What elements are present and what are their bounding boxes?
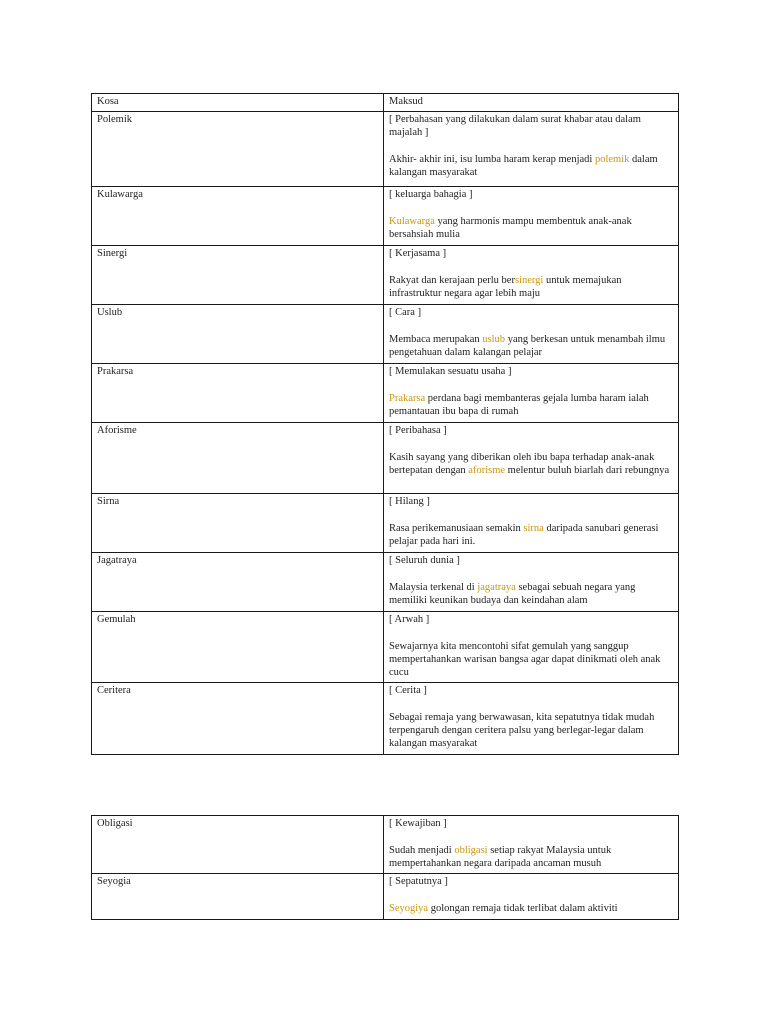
example-text: Akhir- akhir ini, isu lumba haram kerap menjadi	[389, 154, 595, 165]
example-sentence	[389, 333, 673, 359]
example-sentence	[389, 215, 673, 241]
table-row	[92, 305, 679, 364]
example-sentence	[389, 392, 673, 418]
highlighted-word: aforisme	[468, 465, 506, 476]
meaning-text: [ Seluruh dunia ]	[389, 555, 460, 566]
example-sentence	[389, 274, 673, 300]
maksud-cell	[384, 305, 679, 364]
maksud-cell	[384, 494, 679, 553]
table-row	[92, 874, 679, 920]
example-text: Rakyat dan kerajaan perlu ber	[389, 275, 515, 286]
example-sentence	[389, 711, 673, 750]
maksud-cell	[384, 423, 679, 494]
example-text: Sewajarnya kita mencontohi sifat gemulah yang sanggup mempertahankan warisan bangsa agar dapat dinikmati oleh anak cucu	[389, 641, 661, 678]
table-row	[92, 816, 679, 874]
highlighted-word: polemik	[594, 154, 630, 165]
kosa-word: Sirna	[92, 494, 384, 553]
example-sentence	[389, 902, 673, 915]
table-row	[92, 612, 679, 683]
table-row	[92, 187, 679, 246]
highlighted-word: obligasi	[454, 845, 488, 856]
header-kosa: Kosa	[92, 94, 384, 112]
meaning-text: [ Kewajiban ]	[389, 818, 447, 829]
kosa-word: Obligasi	[92, 816, 384, 874]
example-sentence	[389, 451, 673, 477]
kosa-word: Uslub	[92, 305, 384, 364]
meaning-text: [ Kerjasama ]	[389, 248, 447, 259]
kosa-word: Jagatraya	[92, 553, 384, 612]
example-text: sebagai sebuah negara yang memiliki keunikan budaya dan keindahan alam	[389, 582, 636, 606]
example-text: golongan remaja tidak terlibat dalam aktiviti	[428, 903, 618, 914]
maksud-cell	[384, 683, 679, 755]
maksud-cell	[384, 246, 679, 305]
table-row	[92, 553, 679, 612]
kosa-word: Gemulah	[92, 612, 384, 683]
header-maksud: Maksud	[384, 94, 679, 112]
vocabulary-table	[91, 93, 679, 755]
kosa-word: Sinergi	[92, 246, 384, 305]
maksud-cell	[384, 612, 679, 683]
kosa-word: Ceritera	[92, 683, 384, 755]
kosa-word: Prakarsa	[92, 364, 384, 423]
meaning-text: [ Perbahasan yang dilakukan dalam surat khabar atau dalam majalah ]	[389, 114, 641, 138]
table-row	[92, 423, 679, 494]
example-text: daripada sanubari generasi pelajar pada hari ini.	[389, 523, 659, 547]
meaning-text: [ Memulakan sesuatu usaha ]	[389, 366, 512, 377]
kosa-word: Aforisme	[92, 423, 384, 494]
highlighted-word: sinergi	[514, 275, 544, 286]
example-sentence	[389, 581, 673, 607]
highlighted-word: Seyogiya	[389, 903, 429, 914]
example-text: yang berkesan untuk menambah ilmu pengetahuan dalam kalangan pelajar	[389, 334, 666, 358]
example-text: yang harmonis mampu membentuk anak-anak bersahsiah mulia	[389, 216, 632, 240]
table-row	[92, 246, 679, 305]
vocabulary-table-body	[92, 94, 679, 755]
kosa-word: Kulawarga	[92, 187, 384, 246]
table-row	[92, 683, 679, 755]
example-text: setiap rakyat Malaysia untuk mempertahankan negara daripada ancaman musuh	[389, 845, 612, 869]
meaning-text: [ keluarga bahagia ]	[389, 189, 473, 200]
maksud-cell	[384, 187, 679, 246]
highlighted-word: sirna	[523, 523, 544, 534]
meaning-text: [ Cerita ]	[389, 685, 427, 696]
meaning-text: [ Cara ]	[389, 307, 422, 318]
example-sentence	[389, 844, 673, 870]
highlighted-word: uslub	[482, 334, 506, 345]
example-sentence	[389, 522, 673, 548]
example-text: Rasa perikemanusiaan semakin	[389, 523, 524, 534]
highlighted-word: jagatraya	[477, 582, 516, 593]
vocabulary-table-continued	[91, 815, 679, 920]
maksud-cell	[384, 112, 679, 187]
example-sentence	[389, 640, 673, 679]
example-text: Membaca merupakan	[389, 334, 483, 345]
example-text: untuk memajukan infrastruktur negara agar lebih maju	[389, 275, 622, 299]
example-text: dalam kalangan masyarakat	[389, 154, 658, 178]
example-text: Kasih sayang yang diberikan oleh ibu bapa terhadap anak-anak bertepatan dengan	[389, 452, 655, 476]
example-text: Sudah menjadi	[389, 845, 455, 856]
vocabulary-table-continued-body	[92, 816, 679, 920]
meaning-text: [ Sepatutnya ]	[389, 876, 448, 887]
highlighted-word: Kulawarga	[389, 216, 435, 227]
meaning-text: [ Peribahasa ]	[389, 425, 447, 436]
example-sentence	[389, 153, 673, 179]
maksud-cell	[384, 874, 679, 920]
example-text: Sebagai remaja yang berwawasan, kita sepatutnya tidak mudah terpengaruh dengan ceritera palsu yang berlegar-legar dalam kalangan masyarakat	[389, 712, 655, 749]
maksud-cell	[384, 816, 679, 874]
example-text: melentur buluh biarlah dari rebungnya	[505, 465, 670, 476]
example-text: Malaysia terkenal di	[389, 582, 478, 593]
table-row	[92, 364, 679, 423]
highlighted-word: Prakarsa	[389, 393, 426, 404]
example-text: perdana bagi membanteras gejala lumba haram ialah pemantauan ibu bapa di rumah	[389, 393, 649, 417]
meaning-text: [ Hilang ]	[389, 496, 430, 507]
kosa-word: Seyogia	[92, 874, 384, 920]
meaning-text: [ Arwah ]	[389, 614, 430, 625]
maksud-cell	[384, 553, 679, 612]
kosa-word: Polemik	[92, 112, 384, 187]
table-header-row	[92, 94, 679, 112]
table-row	[92, 112, 679, 187]
maksud-cell	[384, 364, 679, 423]
table-row	[92, 494, 679, 553]
